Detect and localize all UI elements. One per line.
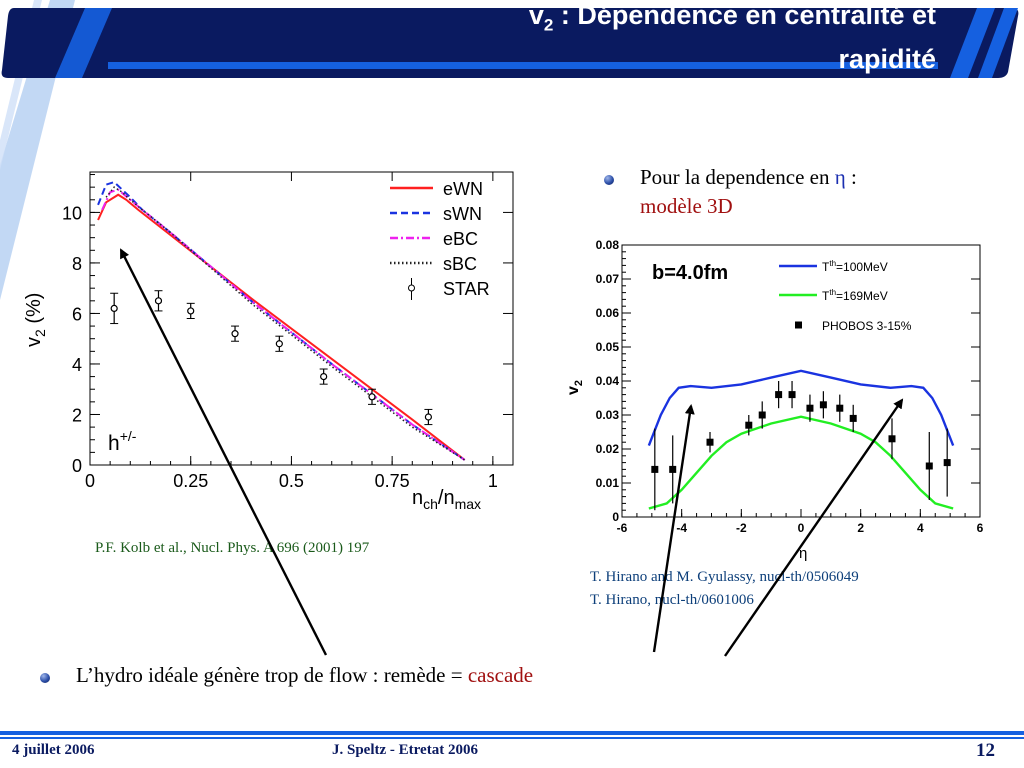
- arrow-to-left-chart: [121, 250, 326, 655]
- footer-page-number: 12: [976, 740, 995, 761]
- y-tick-label: 0.07: [595, 272, 619, 286]
- x-axis-label: $n_{ch}/n_{max}$: [412, 487, 482, 512]
- bullet-1-eta: η: [834, 165, 846, 189]
- title-line1-rest: : Dépendence en centralité et: [553, 0, 936, 30]
- legend-label-ewn: eWN: [443, 179, 483, 199]
- y-tick-label: 0.04: [595, 374, 619, 388]
- bullet-1-line2: modèle 3D: [640, 194, 733, 218]
- legend-label-100mev: $T^{th}=100MeV$: [822, 259, 888, 274]
- y-axis-label: $v_2$ (%): [23, 292, 48, 347]
- y-axis-label: $v_2$: [565, 379, 585, 395]
- title-line2: rapidité: [838, 44, 936, 75]
- y-tick-label: 0.03: [595, 408, 619, 422]
- ref-hirano-2: T. Hirano, nucl-th/0601006: [590, 592, 754, 608]
- x-tick-label: 1: [487, 471, 498, 491]
- x-axis-label: η: [799, 545, 808, 562]
- y-tick-label: 0: [71, 456, 82, 476]
- y-tick-label: 0.06: [595, 306, 619, 320]
- y-tick-label: 2: [71, 405, 82, 426]
- x-tick-label: 0.25: [173, 471, 209, 491]
- y-tick-label: 8: [71, 253, 82, 274]
- x-tick-label: 0.75: [374, 471, 410, 491]
- x-tick-label: 0: [797, 521, 805, 535]
- legend-label-ebc: eBC: [443, 229, 479, 249]
- legend-label-phobos: PHOBOS 3-15%: [822, 319, 912, 333]
- legend-label-star: STAR: [443, 279, 490, 299]
- x-tick-label: 0.5: [278, 471, 304, 491]
- y-tick-label: 10: [61, 203, 82, 224]
- x-tick-label: -4: [676, 521, 688, 535]
- footer-author: J. Speltz - Etretat 2006: [332, 742, 478, 758]
- x-tick-label: 6: [976, 521, 984, 535]
- legend-label-swn: sWN: [443, 204, 482, 224]
- x-tick-label: -2: [735, 521, 747, 535]
- y-tick-label: 0.08: [595, 238, 619, 252]
- arrow-to-right-chart-2: [725, 400, 902, 656]
- y-tick-label: 0.01: [595, 476, 619, 490]
- y-tick-label: 0.05: [595, 340, 619, 354]
- bullet-1-text: Pour la dependence en: [640, 165, 835, 189]
- x-tick-label: 4: [916, 521, 924, 535]
- chart-title-b: b=4.0fm: [652, 262, 729, 284]
- y-tick-label: 6: [71, 304, 82, 325]
- ref-hirano-1: T. Hirano and M. Gyulassy, nucl-th/0506049: [590, 569, 859, 585]
- title-subscript: 2: [543, 15, 554, 35]
- x-tick-label: 0: [84, 471, 96, 491]
- title-v: v: [528, 0, 544, 30]
- x-tick-label: 2: [857, 521, 865, 535]
- arrow-to-right-chart-1: [654, 406, 691, 652]
- x-tick-label: -6: [616, 521, 628, 535]
- y-tick-label: 0: [612, 510, 619, 524]
- bullet-2-highlight: cascade: [467, 663, 534, 687]
- ref-kolb: P.F. Kolb et al., Nucl. Phys. A 696 (2001) 197: [95, 540, 370, 556]
- annotation-h-pm: h+/-: [108, 428, 137, 455]
- y-tick-label: 4: [71, 354, 82, 375]
- bullet-1-colon: :: [845, 165, 857, 189]
- legend-label-169mev: $T^{th}=169MeV$: [822, 288, 888, 303]
- y-tick-label: 0.02: [595, 442, 619, 456]
- bullet-2-text: L’hydro idéale génère trop de flow : remède =: [76, 663, 468, 687]
- footer-date: 4 juillet 2006: [12, 742, 95, 758]
- legend-label-sbc: sBC: [443, 254, 478, 274]
